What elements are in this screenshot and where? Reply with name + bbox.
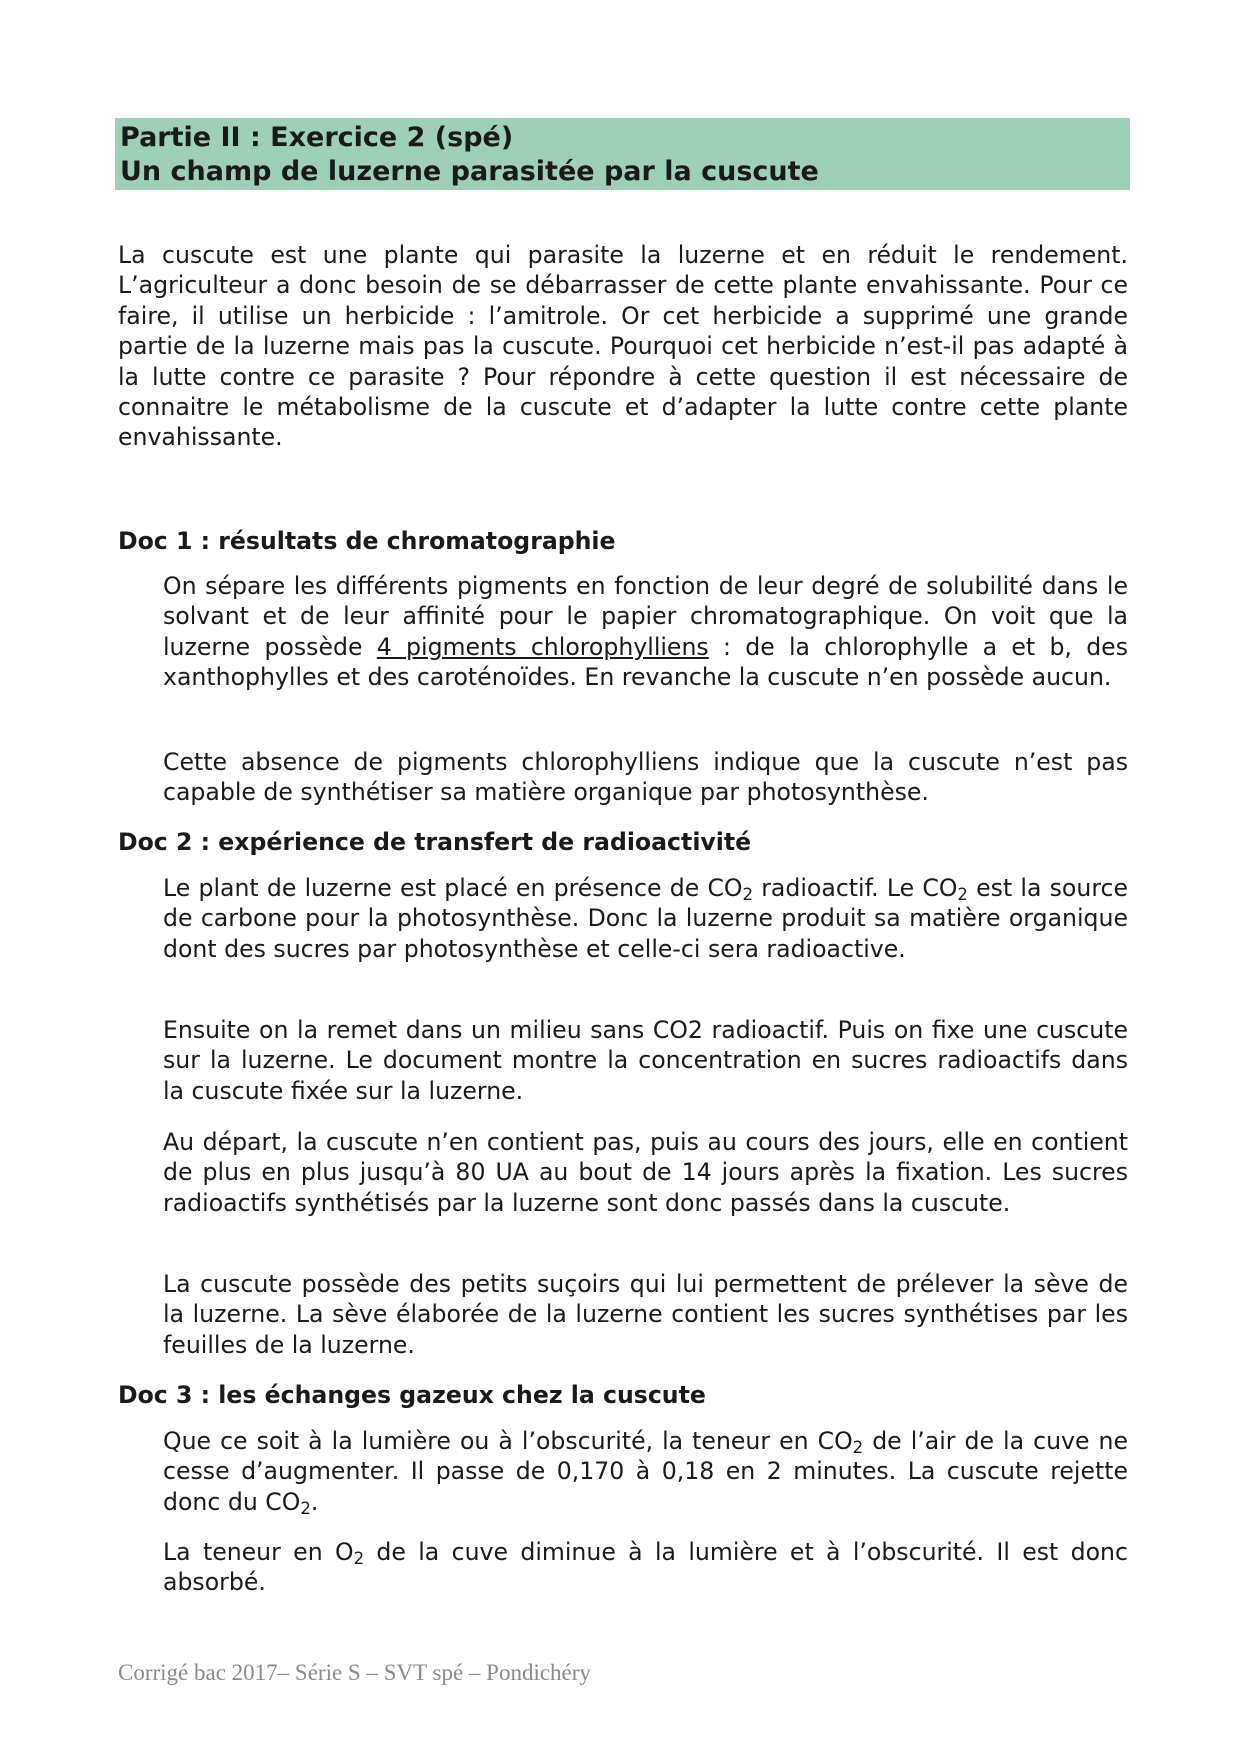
- o2-subscript: 2: [353, 1549, 365, 1568]
- doc1-paragraph-2: Cette absence de pigments chlorophylliens indique que la cuscute n’est pas capable de synthétiser sa matière organique par photosynthèse.: [163, 748, 1128, 807]
- doc2-p1-text-a: Le plant de luzerne est placé en présence de CO: [163, 874, 743, 902]
- exercise-subtitle: Un champ de luzerne parasitée par la cuscute: [120, 156, 819, 187]
- doc2-heading: Doc 2 : expérience de transfert de radioactivité: [118, 828, 752, 856]
- doc3-p2-text-a: La teneur en O: [163, 1538, 354, 1566]
- page-footer: Corrigé bac 2017– Série S – SVT spé – Pondichéry: [118, 1660, 591, 1685]
- doc3-heading: Doc 3 : les échanges gazeux chez la cuscute: [118, 1381, 706, 1409]
- doc3-p1-text-a: Que ce soit à la lumière ou à l’obscurité, la teneur en CO: [163, 1427, 853, 1455]
- co2-subscript: 2: [300, 1498, 311, 1518]
- co2-subscript: 2: [852, 1438, 864, 1457]
- doc2-paragraph-2: Ensuite on la remet dans un milieu sans CO2 radioactif. Puis on fixe une cuscute sur la luzerne. Le document montre la concentration en sucres radioactifs dans la cuscute fixée sur la luzerne.: [163, 1016, 1128, 1105]
- doc1-p1-underlined: 4 pigments chlorophylliens: [376, 632, 709, 661]
- doc1-paragraph-1: [163, 571, 1128, 693]
- doc3-paragraph-1: [163, 1426, 1128, 1517]
- doc1-p1-text-a: On sépare les différents pigments en fonction de leur degré de solubilité dans le solvant et de leur affinité pour le papier chromatographique. On voit que la luzerne possède: [163, 572, 1128, 661]
- doc1-heading: Doc 1 : résultats de chromatographie: [118, 527, 616, 555]
- doc3-p2-text-b: de la cuve diminue à la lumière et à l’obscurité. Il est donc absorbé.: [163, 1538, 1128, 1597]
- co2-subscript: 2: [957, 885, 968, 904]
- doc2-paragraph-1: [163, 873, 1128, 964]
- title-banner: [115, 118, 1130, 190]
- doc3-p1-text-b: de l’air de la cuve ne cesse d’augmenter. Il passe de 0,170 à 0,18 en 2 minutes. La cuscute rejette donc du CO: [163, 1427, 1129, 1516]
- doc3-p1-text-c: .: [310, 1487, 319, 1516]
- doc2-paragraph-3: Au départ, la cuscute n’en contient pas, puis au cours des jours, elle en contient de plus en plus jusqu’à 80 UA au bout de 14 jours après la fixation. Les sucres radioactifs synthétisés par la luzerne sont donc passés dans la cuscute.: [163, 1128, 1128, 1217]
- doc3-paragraph-2: [163, 1537, 1128, 1598]
- doc2-p1-text-b: radioactif. Le CO: [753, 874, 958, 902]
- intro-paragraph: La cuscute est une plante qui parasite la luzerne et en réduit le rendement. L’agriculteur a donc besoin de se débarrasser de cette plante envahissante. Pour ce faire, il utilise un herbicide : l’amitrole. Or cet herbicide a supprimé une grande partie de la luzerne mais pas la cuscute. Pourquoi cet herbicide n’est-il pas adapté à la lutte contre ce parasite ? Pour répondre à cette question il est nécessaire de connaitre le métabolisme de la cuscute et d’adapter la lutte contre cette plante envahissante.: [118, 241, 1128, 452]
- exercise-title: Partie II : Exercice 2 (spé): [120, 122, 514, 153]
- doc2-p1-text-c: est la source de carbone pour la photosynthèse. Donc la luzerne produit sa matière organique dont des sucres par photosynthèse et celle-ci sera radioactive.: [163, 874, 1128, 963]
- doc2-paragraph-4: La cuscute possède des petits suçoirs qui lui permettent de prélever la sève de la luzerne. La sève élaborée de la luzerne contient les sucres synthétises par les feuilles de la luzerne.: [163, 1270, 1128, 1359]
- co2-subscript: 2: [742, 885, 754, 904]
- doc1-p1-text-b: : de la chlorophylle a et b, des xanthophylles et des caroténoïdes. En revanche la cuscute n’en possède aucun.: [163, 632, 1128, 692]
